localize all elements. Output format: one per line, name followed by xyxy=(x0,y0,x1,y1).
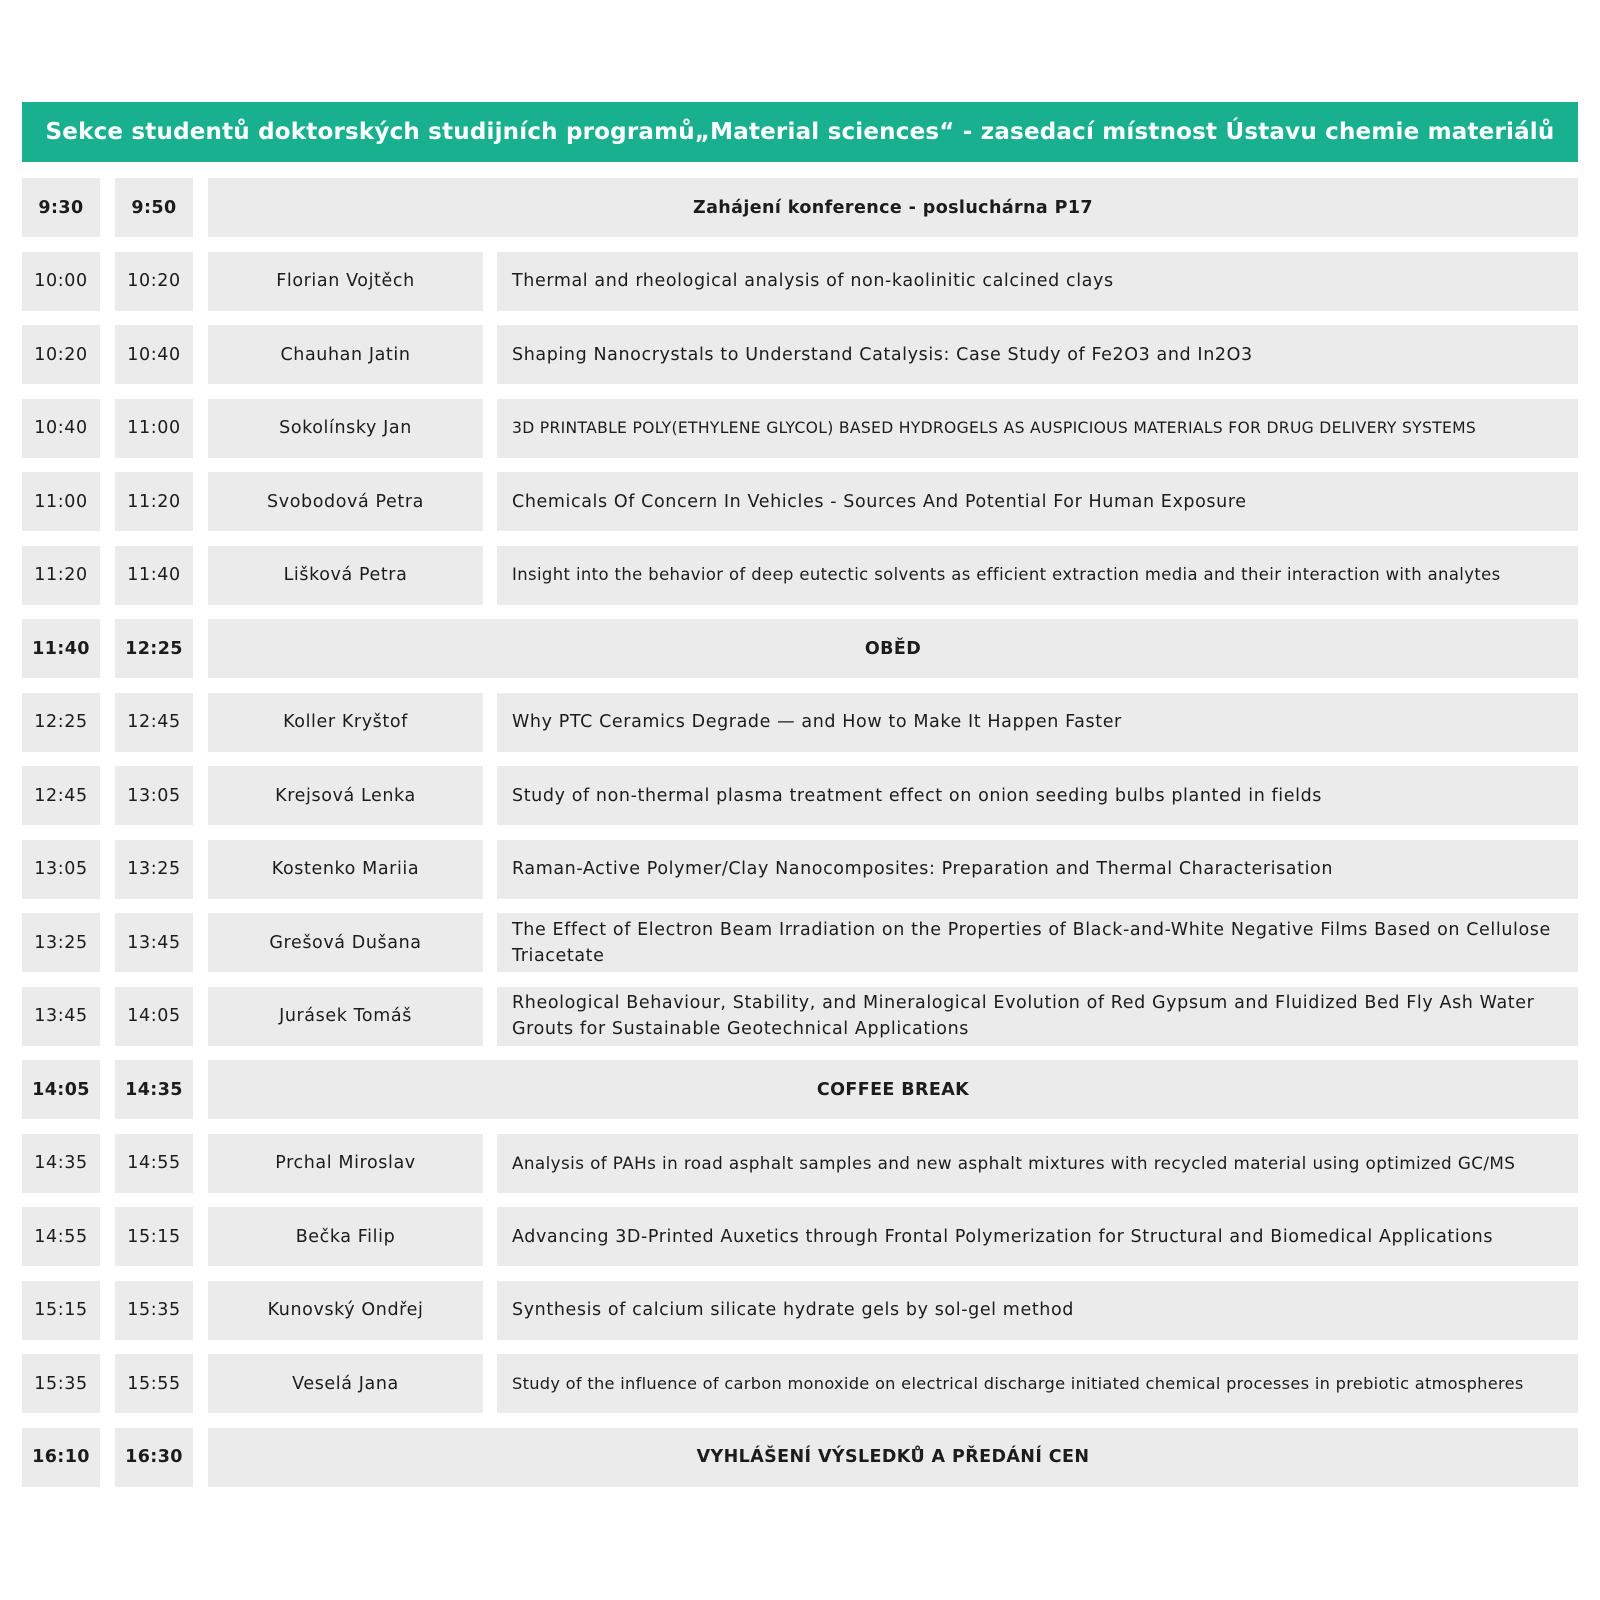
section-header xyxy=(22,102,1578,162)
talk-title: Thermal and rheological analysis of non-kaolinitic calcined clays xyxy=(512,271,1114,291)
talk-title: Rheological Behaviour, Stability, and Mineralogical Evolution of Red Gypsum and Fluidized Bed Fly Ash Water Grouts for Sustainable Geotechnical Applications xyxy=(512,993,1535,1039)
end-time: 12:45 xyxy=(115,693,193,752)
talk-title: Raman-Active Polymer/Clay Nanocomposites: Preparation and Thermal Characterisation xyxy=(512,859,1334,879)
talk-title-cell xyxy=(497,1281,1578,1340)
schedule-row-event xyxy=(22,1060,1578,1119)
start-time: 16:10 xyxy=(22,1428,100,1487)
presenter-name: Koller Kryštof xyxy=(208,693,483,752)
end-time: 11:00 xyxy=(115,399,193,458)
schedule-row xyxy=(22,1134,1578,1193)
talk-title-cell xyxy=(497,399,1578,458)
start-time: 12:45 xyxy=(22,766,100,825)
schedule-row xyxy=(22,472,1578,531)
schedule-row-event xyxy=(22,619,1578,678)
end-time: 15:15 xyxy=(115,1207,193,1266)
talk-title: Study of non-thermal plasma treatment effect on onion seeding bulbs planted in fields xyxy=(512,785,1323,806)
end-time: 10:20 xyxy=(115,252,193,311)
event-label: OBĚD xyxy=(208,619,1578,678)
start-time: 10:20 xyxy=(22,325,100,384)
presenter-name: Lišková Petra xyxy=(208,546,483,605)
start-time: 15:35 xyxy=(22,1354,100,1413)
talk-title-cell xyxy=(497,252,1578,311)
event-label: Zahájení konference - posluchárna P17 xyxy=(208,178,1578,237)
start-time: 12:25 xyxy=(22,693,100,752)
start-time: 11:00 xyxy=(22,472,100,531)
talk-title: Insight into the behavior of deep eutectic solvents as efficient extraction media and their interaction with analytes xyxy=(512,565,1501,584)
talk-title: Why PTC Ceramics Degrade — and How to Make It Happen Faster xyxy=(512,712,1122,732)
schedule-row xyxy=(22,1354,1578,1413)
end-time: 11:20 xyxy=(115,472,193,531)
presenter-name: Kunovský Ondřej xyxy=(208,1281,483,1340)
start-time: 11:20 xyxy=(22,546,100,605)
schedule-row xyxy=(22,693,1578,752)
end-time: 9:50 xyxy=(115,178,193,237)
talk-title-cell xyxy=(497,1207,1578,1266)
presenter-name: Jurásek Tomáš xyxy=(208,987,483,1046)
end-time: 15:35 xyxy=(115,1281,193,1340)
end-time: 10:40 xyxy=(115,325,193,384)
presenter-name: Krejsová Lenka xyxy=(208,766,483,825)
talk-title: Shaping Nanocrystals to Understand Catalysis: Case Study of Fe2O3 and In2O3 xyxy=(512,344,1253,365)
talk-title-cell xyxy=(497,913,1578,972)
presenter-name: Prchal Miroslav xyxy=(208,1134,483,1193)
start-time: 9:30 xyxy=(22,178,100,237)
end-time: 15:55 xyxy=(115,1354,193,1413)
schedule-row-event xyxy=(22,1428,1578,1487)
start-time: 14:35 xyxy=(22,1134,100,1193)
schedule-row-event xyxy=(22,178,1578,237)
start-time: 13:25 xyxy=(22,913,100,972)
start-time: 14:55 xyxy=(22,1207,100,1266)
event-label: VYHLÁŠENÍ VÝSLEDKŮ A PŘEDÁNÍ CEN xyxy=(208,1428,1578,1487)
section-title: Sekce studentů doktorských studijních programů„Material sciences“ - zasedací místnost Ústavu chemie materiálů xyxy=(45,119,1555,145)
start-time: 15:15 xyxy=(22,1281,100,1340)
talk-title-cell xyxy=(497,987,1578,1046)
start-time: 13:05 xyxy=(22,840,100,899)
start-time: 10:00 xyxy=(22,252,100,311)
start-time: 11:40 xyxy=(22,619,100,678)
end-time: 16:30 xyxy=(115,1428,193,1487)
talk-title-cell xyxy=(497,766,1578,825)
talk-title-cell xyxy=(497,1354,1578,1413)
talk-title: Analysis of PAHs in road asphalt samples and new asphalt mixtures with recycled material using optimized GC/MS xyxy=(512,1153,1516,1173)
end-time: 13:45 xyxy=(115,913,193,972)
schedule-table xyxy=(22,178,1578,1501)
talk-title-cell xyxy=(497,546,1578,605)
schedule-row xyxy=(22,252,1578,311)
schedule-row xyxy=(22,987,1578,1046)
talk-title-cell xyxy=(497,472,1578,531)
talk-title: Synthesis of calcium silicate hydrate gels by sol-gel method xyxy=(512,1300,1074,1320)
presenter-name: Sokolínsky Jan xyxy=(208,399,483,458)
talk-title-cell xyxy=(497,1134,1578,1193)
presenter-name: Grešová Dušana xyxy=(208,913,483,972)
schedule-row xyxy=(22,840,1578,899)
talk-title: 3D PRINTABLE POLY(ETHYLENE GLYCOL) BASED HYDROGELS AS AUSPICIOUS MATERIALS FOR DRUG DELIVERY SYSTEMS xyxy=(512,419,1477,437)
talk-title: Study of the influence of carbon monoxide on electrical discharge initiated chemical processes in prebiotic atmospheres xyxy=(512,1373,1524,1393)
end-time: 13:05 xyxy=(115,766,193,825)
schedule-row xyxy=(22,913,1578,972)
presenter-name: Svobodová Petra xyxy=(208,472,483,531)
presenter-name: Bečka Filip xyxy=(208,1207,483,1266)
schedule-row xyxy=(22,1207,1578,1266)
presenter-name: Florian Vojtěch xyxy=(208,252,483,311)
talk-title: Chemicals Of Concern In Vehicles - Sources And Potential For Human Exposure xyxy=(512,491,1247,512)
end-time: 11:40 xyxy=(115,546,193,605)
end-time: 13:25 xyxy=(115,840,193,899)
end-time: 14:55 xyxy=(115,1134,193,1193)
talk-title-cell xyxy=(497,693,1578,752)
presenter-name: Kostenko Mariia xyxy=(208,840,483,899)
schedule-row xyxy=(22,766,1578,825)
schedule-row xyxy=(22,325,1578,384)
schedule-row xyxy=(22,546,1578,605)
schedule-row xyxy=(22,399,1578,458)
end-time: 14:35 xyxy=(115,1060,193,1119)
presenter-name: Chauhan Jatin xyxy=(208,325,483,384)
start-time: 10:40 xyxy=(22,399,100,458)
end-time: 12:25 xyxy=(115,619,193,678)
end-time: 14:05 xyxy=(115,987,193,1046)
event-label: COFFEE BREAK xyxy=(208,1060,1578,1119)
start-time: 13:45 xyxy=(22,987,100,1046)
start-time: 14:05 xyxy=(22,1060,100,1119)
presenter-name: Veselá Jana xyxy=(208,1354,483,1413)
talk-title-cell xyxy=(497,325,1578,384)
talk-title: Advancing 3D-Printed Auxetics through Frontal Polymerization for Structural and Biomedical Applications xyxy=(512,1226,1494,1247)
talk-title: The Effect of Electron Beam Irradiation on the Properties of Black-and-White Negative Films Based on Cellulose Triacetate xyxy=(512,919,1551,966)
talk-title-cell xyxy=(497,840,1578,899)
schedule-row xyxy=(22,1281,1578,1340)
